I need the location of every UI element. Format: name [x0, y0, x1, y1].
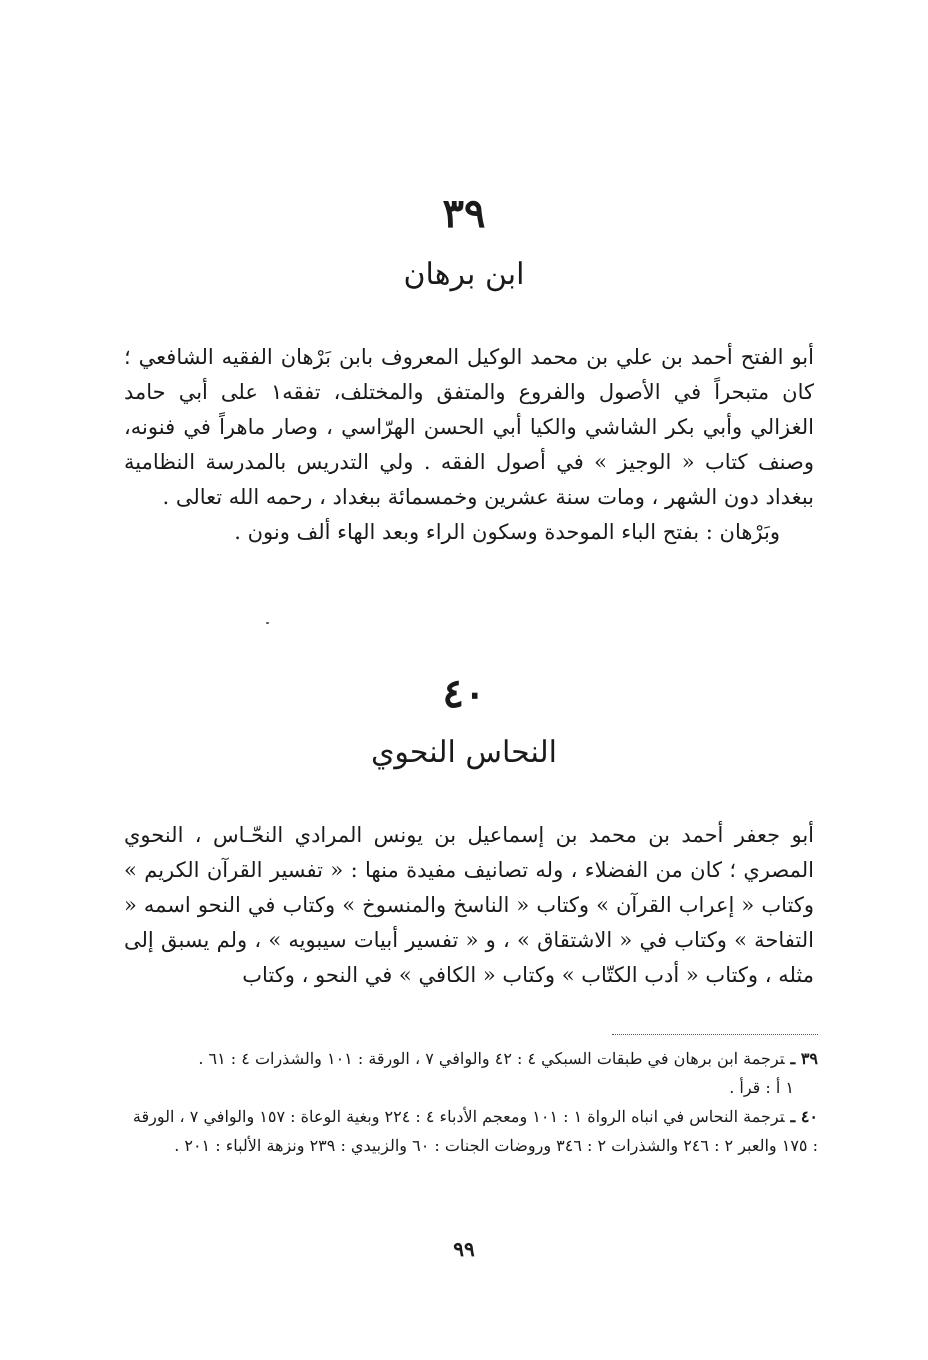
footnote-40	[124, 1102, 818, 1160]
paper-speck	[266, 622, 269, 624]
footnote-39-1	[124, 1073, 818, 1102]
entry-39-body	[124, 340, 814, 550]
footnote-39-text: ترجمة ابن برهان في طبقات السبكي ٤ : ٤٢ والوافي ٧ ، الورقة : ١٠١ والشذرات ٤ : ٦١ .	[198, 1049, 785, 1068]
entry-number-40: ٤٠	[442, 670, 486, 717]
footnote-40-number: ٤٠ ـ	[790, 1107, 818, 1126]
footnote-39-1-text: ١ أ : قرأ .	[729, 1078, 794, 1097]
entry-39-paragraph-2: وبَرْهان : بفتح الباء الموحدة وسكون الراء وبعد الهاء ألف ونون .	[234, 520, 780, 544]
entry-40-paragraph-1: أبو جعفر أحمد بن محمد بن إسماعيل بن يونس المرادي النحّـاس ، النحوي المصري ؛ كان من الفضلاء ، وله تصانيف مفيدة منها : « تفسير القرآن الكريم » وكتاب « إعراب القرآن » وكتاب « الناسخ والمنسوخ » وكتاب في النحو اسمه « التفاحة » وكتاب في « الاشتقاق » ، و « تفسير أبيات سيبويه » ، ولم يسبق إلى مثله ، وكتاب « أدب الكتّاب » وكتاب « الكافي » في النحو ، وكتاب	[124, 823, 814, 987]
footnote-39	[124, 1044, 818, 1073]
entry-number-39: ٣٩	[442, 190, 486, 237]
entry-title-ibn-burhan: ابن برهان	[403, 257, 525, 292]
footnote-39-number: ٣٩ ـ	[790, 1049, 818, 1068]
footnotes	[124, 1044, 818, 1160]
footnote-separator	[612, 1034, 818, 1035]
entry-title-nahhas: النحاس النحوي	[370, 735, 558, 770]
entry-40-body	[124, 818, 814, 993]
footnote-40-text: ترجمة النحاس في انباه الرواة ١ : ١٠١ ومعجم الأدباء ٤ : ٢٢٤ وبغية الوعاة : ١٥٧ والوافي ٧ ، الورقة : ١٧٥ والعبر ٢ : ٢٤٦ والشذرات ٢ : ٣٤٦ وروضات الجنات : ٦٠ والزبيدي : ٢٣٩ ونزهة الألباء : ٢٠١ .	[132, 1107, 818, 1155]
page-number: ٩٩	[453, 1237, 475, 1261]
entry-39-paragraph-1: أبو الفتح أحمد بن علي بن محمد الوكيل المعروف بابن بَرْهان الفقيه الشافعي ؛ كان متبحراً في الأصول والفروع والمتفق والمختلف، تفقه١ على أبي حامد الغزالي وأبي بكر الشاشي والكيا أبي الحسن الهرّاسي ، وصار ماهراً في فنونه، وصنف كتاب « الوجيز » في أصول الفقه . ولي التدريس بالمدرسة النظامية ببغداد دون الشهر ، ومات سنة عشرين وخمسمائة ببغداد ، رحمه الله تعالى .	[124, 345, 814, 509]
